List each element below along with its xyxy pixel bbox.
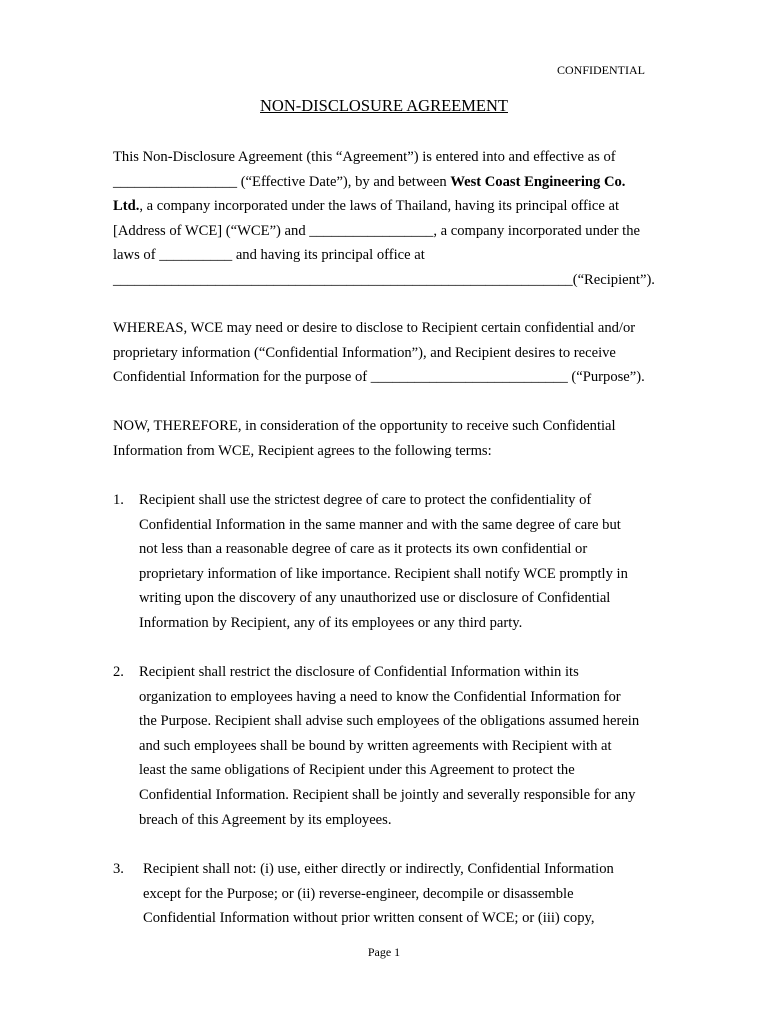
clause-text <box>139 488 628 636</box>
clause-line: organization to employees having a need to know the Confidential Information for <box>139 688 621 705</box>
company-name-part-1: West Coast Engineering Co. <box>450 173 626 190</box>
intro-line-3 <box>113 194 658 219</box>
confidential-label: CONFIDENTIAL <box>557 63 645 77</box>
clause-text <box>139 660 639 832</box>
therefore-paragraph <box>113 414 658 463</box>
page-number: Page 1 <box>367 945 401 959</box>
clause-line: Recipient shall not: (i) use, either directly or indirectly, Confidential Information <box>143 861 614 877</box>
clause-number: 2. <box>113 664 124 680</box>
clause-line: except for the Purpose; or (ii) reverse-engineer, decompile or disassemble <box>143 885 574 902</box>
clause-line: and such employees shall be bound by written agreements with Recipient with at <box>139 737 612 754</box>
therefore-line-2: Information from WCE, Recipient agrees to the following terms: <box>113 442 492 459</box>
clause-line: Recipient shall use the strictest degree of care to protect the confidentiality of <box>139 492 592 508</box>
intro-line-4: [Address of WCE] (“WCE”) and _________________, a company incorporated under the <box>113 222 640 239</box>
clause-line: Recipient shall restrict the disclosure of Confidential Information within its <box>139 664 579 680</box>
clause-line: proprietary information of like importance. Recipient shall notify WCE promptly in <box>139 565 628 582</box>
whereas-line-2: proprietary information (“Confidential Information”), and Recipient desires to receive <box>113 344 616 361</box>
clause-line: Confidential Information. Recipient shall be jointly and severally responsible for any <box>139 786 636 803</box>
intro-paragraph <box>113 145 658 293</box>
clause-line: not less than a reasonable degree of care as it protects its own confidential or <box>139 541 588 558</box>
whereas-line-3: Confidential Information for the purpose of ___________________________ (“Purpose”). <box>113 369 645 386</box>
therefore-line-1: NOW, THEREFORE, in consideration of the opportunity to receive such Confidential <box>113 418 616 434</box>
clause-line: least the same obligations of Recipient under this Agreement to protect the <box>139 762 575 779</box>
clause-line: writing upon the discovery of any unauthorized use or disclosure of Confidential <box>139 590 611 607</box>
intro-line-1: This Non-Disclosure Agreement (this “Agreement”) is entered into and effective as of <box>113 149 616 165</box>
intro-line-5: laws of __________ and having its principal office at <box>113 247 425 264</box>
clause-line: Confidential Information without prior written consent of WCE; or (iii) copy, <box>143 910 595 927</box>
clause-line: breach of this Agreement by its employees. <box>139 811 392 828</box>
whereas-line-1: WHEREAS, WCE may need or desire to disclose to Recipient certain confidential and/or <box>113 320 636 336</box>
intro-line-2-text: _________________ (“Effective Date”), by and between <box>113 173 451 190</box>
whereas-paragraph <box>113 316 658 390</box>
intro-line-2 <box>113 170 658 195</box>
clause-text <box>143 857 614 931</box>
intro-line-3-text: , a company incorporated under the laws of Thailand, having its principal office at <box>139 198 620 215</box>
clause-number: 1. <box>113 492 124 508</box>
company-name-part-2: Ltd. <box>113 198 140 215</box>
intro-line-6: _______________________________________________________________(“Recipient”). <box>113 271 655 288</box>
clause-number: 3. <box>113 861 124 877</box>
clause-line: the Purpose. Recipient shall advise such employees of the obligations assumed herein <box>139 713 640 730</box>
clause-line: Confidential Information in the same manner and with the same degree of care but <box>139 516 621 533</box>
document-title: NON-DISCLOSURE AGREEMENT <box>260 96 508 115</box>
clause-line: Information by Recipient, any of its employees or any third party. <box>139 614 523 631</box>
